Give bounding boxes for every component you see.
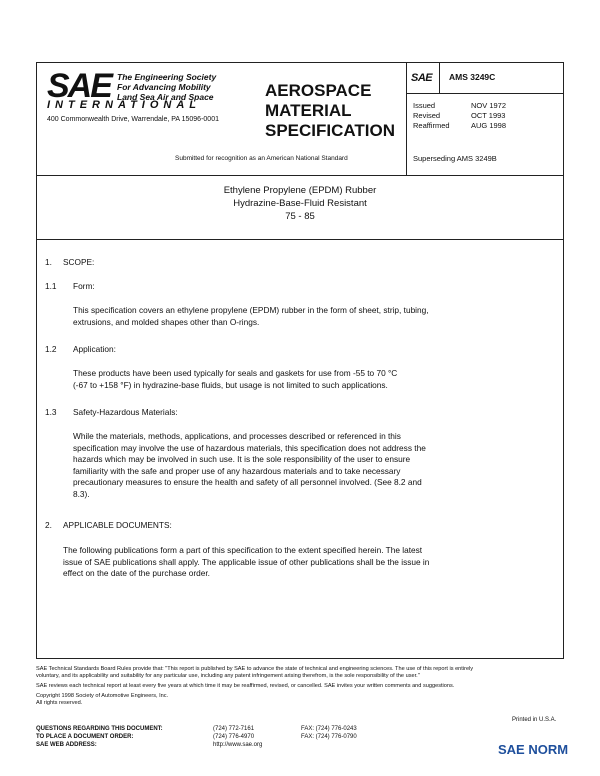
section-1-number: 1. <box>45 257 52 267</box>
section-2-paragraph <box>63 545 543 580</box>
text-line: While the materials, methods, applications, and processes described or referenced in this <box>73 431 401 441</box>
section-1-3-number: 1.3 <box>45 407 57 417</box>
tagline-line-1: The Engineering Society <box>117 72 217 82</box>
page-footer <box>36 666 564 707</box>
section-1-1-number: 1.1 <box>45 281 57 291</box>
footer-copyright: Copyright 1998 Society of Automotive Engineers, Inc. <box>36 693 169 699</box>
questions-phone: (724) 772-7161 <box>213 726 255 732</box>
section-1-title: SCOPE: <box>63 257 95 267</box>
issued-value: NOV 1972 <box>471 101 507 110</box>
reaffirmed-value: AUG 1998 <box>471 121 507 130</box>
specification-frame <box>36 62 564 659</box>
document-header <box>37 63 563 176</box>
text-line: The following publications form a part of this specification to the extent specified herein. The latest <box>63 545 423 555</box>
questions-fax: FAX: (724) 776-0243 <box>301 726 357 732</box>
submitted-note: Submitted for recognition as an American National Standard <box>175 155 348 162</box>
section-1-1-title: Form: <box>73 281 95 291</box>
section-2-title: APPLICABLE DOCUMENTS: <box>63 520 172 530</box>
text-line: extrusions, and molded shapes other than O-rings. <box>73 316 260 327</box>
spec-number: AMS 3249C <box>449 72 496 82</box>
text-line: effect on the date of the purchase order. <box>63 568 210 578</box>
text-line: 8.3). <box>73 488 90 499</box>
section-1-1-paragraph <box>73 305 543 328</box>
sae-norm-text: SAE NORM <box>498 742 569 757</box>
sae-norm-logo <box>498 741 568 759</box>
spec-box-divider <box>439 63 440 93</box>
doc-type-line-1: AEROSPACE <box>265 81 372 100</box>
text-line: specification may involve the use of hazardous materials, this specification does not address the <box>73 442 426 453</box>
section-1-2-number: 1.2 <box>45 344 57 354</box>
reaffirmed-label: Reaffirmed <box>413 121 450 130</box>
order-phone: (724) 776-4970 <box>213 734 255 740</box>
printed-location: Printed in U.S.A. <box>512 717 557 723</box>
spec-number-box <box>407 63 563 94</box>
tagline-line-2: For Advancing Mobility <box>117 82 211 92</box>
order-fax: FAX: (724) 776-0790 <box>301 734 357 740</box>
footer-policy-2: voluntary, and its applicability and suitability for any particular use, including any patent infringement arising therefrom, is the sole responsibility of the user." <box>36 673 420 679</box>
section-1-3-paragraph <box>73 431 543 500</box>
sae-tagline <box>117 72 247 102</box>
section-2-number: 2. <box>45 520 52 530</box>
footer-policy-3: SAE reviews each technical report at least every five years at which time it may be reaffirmed, revised, or cancelled. SAE invites your written comments and suggestions. <box>36 683 455 689</box>
questions-label: QUESTIONS REGARDING THIS DOCUMENT: <box>36 726 163 732</box>
doc-type-line-2: MATERIAL <box>265 101 352 120</box>
international-label: INTERNATIONAL <box>47 99 202 111</box>
text-line: (-67 to +158 °F) in hydrazine-base fluids, but usage is not limited to such applications. <box>73 379 388 390</box>
section-1-2-title: Application: <box>73 344 116 354</box>
section-1-3-title: Safety-Hazardous Materials: <box>73 407 178 417</box>
text-line: issue of SAE publications shall apply. The applicable issue of other publications shall be the issue in <box>63 556 430 567</box>
title-line-2: Hydrazine-Base-Fluid Resistant <box>233 198 367 209</box>
sae-address: 400 Commonwealth Drive, Warrendale, PA 15096-0001 <box>47 116 219 123</box>
text-line: familiarity with the safe and proper use of any hazardous materials and to take necessary <box>73 465 401 476</box>
section-1-2-paragraph <box>73 368 543 391</box>
revised-value: OCT 1993 <box>471 111 506 120</box>
doc-type-line-3: SPECIFICATION <box>265 121 396 140</box>
title-line-1: Ethylene Propylene (EPDM) Rubber <box>223 185 377 196</box>
sae-logo: SAE <box>47 67 111 105</box>
web-label: SAE WEB ADDRESS: <box>36 742 97 748</box>
superseding-note: Superseding AMS 3249B <box>413 154 497 163</box>
text-line: hazards which may be involved in such use. It is the sole responsibility of the user to ensure <box>73 454 411 464</box>
revision-dates <box>413 101 506 131</box>
text-line: precautionary measures to ensure the health and safety of all personnel involved. (See 8.2 and <box>73 477 422 487</box>
title-line-3: 75 - 85 <box>285 211 315 222</box>
text-line: This specification covers an ethylene propylene (EPDM) rubber in the form of sheet, strip, tubing, <box>73 305 429 315</box>
footer-policy-1: SAE Technical Standards Board Rules provide that: "This report is published by SAE to advance the state of technical and engineering sciences. The use of this report is entirely <box>36 666 474 672</box>
revised-label: Revised <box>413 111 441 120</box>
order-label: TO PLACE A DOCUMENT ORDER: <box>36 734 134 740</box>
web-address[interactable]: http://www.sae.org <box>213 742 263 748</box>
tagline-line-3: Land Sea Air and Space <box>117 92 214 102</box>
document-type <box>265 81 395 141</box>
text-line: These products have been used typically for seals and gaskets for use from -55 to 70 °C <box>73 368 398 378</box>
issued-label: Issued <box>413 101 436 110</box>
document-title <box>37 175 563 240</box>
footer-rights: All rights reserved. <box>36 700 83 706</box>
sae-small-logo: SAE <box>411 72 433 84</box>
